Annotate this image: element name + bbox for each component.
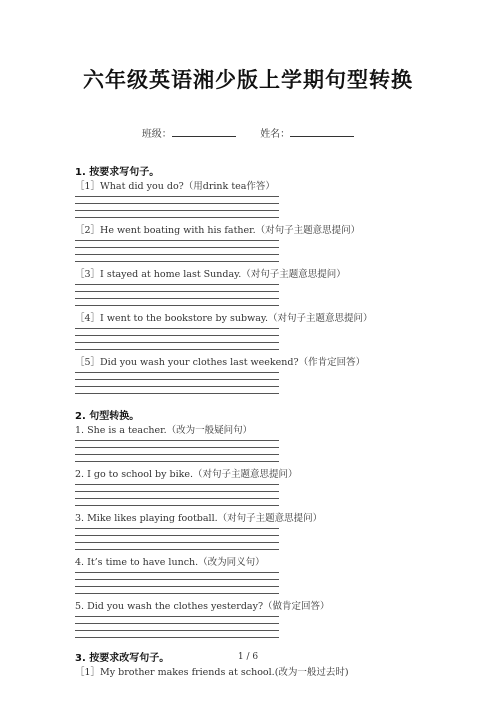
question-text: ［1］My brother makes friends at school.(改为一般过去时) bbox=[75, 667, 349, 678]
class-blank[interactable] bbox=[172, 127, 236, 137]
name-label: 姓名： bbox=[260, 129, 291, 140]
question-text: 1. She is a teacher.（改为一般疑问句） bbox=[75, 425, 253, 436]
question-text: ［3］I stayed at home last Sunday.（对句子主题意思提问） bbox=[75, 269, 346, 280]
section-1 bbox=[75, 166, 373, 394]
question-item bbox=[75, 312, 373, 350]
question-text: 5. Did you wash the clothes yesterday?（做肯定回答） bbox=[75, 601, 330, 612]
answer-lines[interactable] bbox=[75, 284, 279, 306]
page-title: 六年级英语湘少版上学期句型转换 bbox=[83, 68, 413, 92]
answer-lines[interactable] bbox=[75, 328, 279, 350]
student-info-row bbox=[0, 125, 496, 140]
question-item bbox=[75, 556, 355, 594]
section-heading: 2. 句型转换。 bbox=[75, 411, 140, 422]
answer-lines[interactable] bbox=[75, 196, 279, 218]
question-text: ［4］I went to the bookstore by subway.（对句子主题意思提问） bbox=[75, 313, 373, 324]
question-item bbox=[75, 268, 355, 306]
name-blank[interactable] bbox=[290, 127, 354, 137]
question-text: 3. Mike likes playing football.（对句子主题意思提问） bbox=[75, 513, 323, 524]
answer-lines[interactable] bbox=[75, 372, 279, 394]
question-item bbox=[75, 180, 355, 218]
answer-lines[interactable] bbox=[75, 484, 279, 506]
question-item bbox=[75, 600, 355, 638]
question-item bbox=[75, 666, 355, 679]
answer-lines[interactable] bbox=[75, 240, 279, 262]
section-heading: 1. 按要求写句子。 bbox=[75, 167, 160, 178]
question-item bbox=[75, 424, 355, 462]
question-text: ［5］Did you wash your clothes last weekend?（作肯定回答） bbox=[75, 357, 366, 368]
question-text: ［1］What did you do?（用drink tea作答） bbox=[75, 181, 275, 192]
class-label: 班级： bbox=[141, 129, 172, 140]
question-item bbox=[75, 224, 361, 262]
page-number: 1 / 6 bbox=[237, 652, 259, 662]
question-item bbox=[75, 356, 366, 394]
question-text: 4. It’s time to have lunch.（改为同义句） bbox=[75, 557, 265, 568]
answer-lines[interactable] bbox=[75, 440, 279, 462]
section-2 bbox=[75, 410, 355, 638]
answer-lines[interactable] bbox=[75, 528, 279, 550]
question-text: 2. I go to school by bike.（对句子主题意思提问） bbox=[75, 469, 298, 480]
question-item bbox=[75, 512, 355, 550]
question-item bbox=[75, 468, 355, 506]
section-heading: 3. 按要求改写句子。 bbox=[75, 653, 170, 664]
answer-lines[interactable] bbox=[75, 616, 279, 638]
exercise-content bbox=[75, 166, 373, 679]
answer-lines[interactable] bbox=[75, 572, 279, 594]
question-text: ［2］He went boating with his father.（对句子主题意思提问） bbox=[75, 225, 361, 236]
